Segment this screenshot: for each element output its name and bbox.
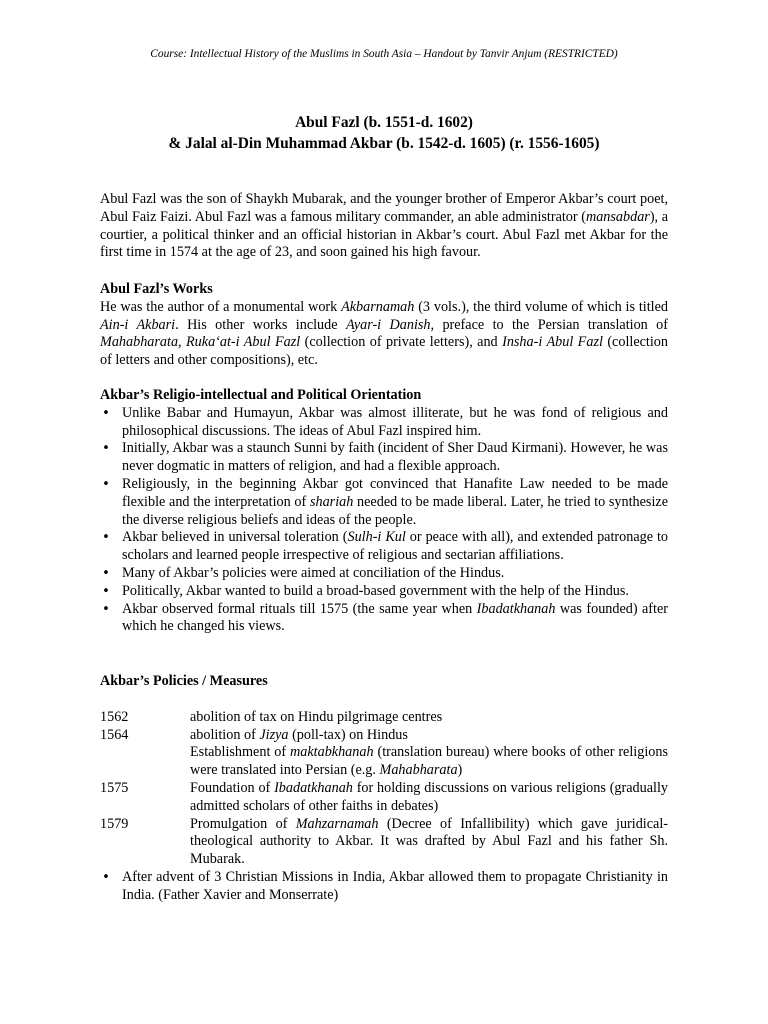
orientation-heading: Akbar’s Religio-intellectual and Political Orientation [100, 387, 422, 403]
table-row [100, 816, 668, 869]
bullet-icon: • [102, 601, 110, 617]
works-paragraph: He was the author of a monumental work Akbarnamah (3 vols.), the third volume of which is titled Ain-i Akbari. His other works include Ayar-i Danish, preface to the Persian translation of Mahabharata, Ruka‘at-i Abul Fazl (collection of private letters), and Insha-i Abul Fazl (collection of letters and other compositions), etc. [100, 298, 668, 369]
running-header: Course: Intellectual History of the Muslims in South Asia – Handout by Tanvir Anjum (RESTRICTED) [150, 48, 618, 60]
bullet-icon: • [102, 583, 110, 599]
bullet-icon: • [102, 565, 110, 581]
policy-year: 1575 [100, 779, 129, 796]
bullet-icon: • [102, 405, 110, 421]
list-item: • Unlike Babar and Humayun, Akbar was almost illiterate, but he was fond of religious and philosophical discussions. The ideas of Abul Fazl inspired him. [100, 405, 668, 441]
orientation-section [100, 387, 668, 636]
document-title [0, 112, 768, 154]
works-heading: Abul Fazl’s Works [100, 281, 213, 297]
title-line-2: & Jalal al-Din Muhammad Akbar (b. 1542-d. 1605) (r. 1556-1605) [168, 135, 600, 152]
list-item: • After advent of 3 Christian Missions in India, Akbar allowed them to propagate Christianity in India. (Father Xavier and Monserrate) [100, 869, 668, 905]
policies-list [100, 869, 668, 905]
policy-year: 1562 [100, 708, 129, 725]
table-row [100, 727, 668, 745]
bullet-icon: • [102, 869, 110, 885]
list-item: • Akbar observed formal rituals till 1575 (the same year when Ibadatkhanah was founded) after which he changed his views. [100, 601, 668, 637]
orientation-list [100, 405, 668, 636]
intro-paragraph [100, 191, 668, 262]
table-row [100, 744, 668, 780]
list-item: • Many of Akbar’s policies were aimed at conciliation of the Hindus. [100, 565, 668, 583]
bullet-icon: • [102, 476, 110, 492]
list-item: • Politically, Akbar wanted to build a broad-based government with the help of the Hindus. [100, 583, 668, 601]
bullet-icon: • [102, 441, 110, 457]
list-item: • Religiously, in the beginning Akbar got convinced that Hanafite Law needed to be made flexible and the interpretation of shariah needed to be made liberal. Later, he tried to synthesize the diverse religious beliefs and ideas of the people. [100, 476, 668, 529]
title-line-1: Abul Fazl (b. 1551-d. 1602) [295, 114, 473, 131]
policies-heading: Akbar’s Policies / Measures [100, 673, 268, 689]
policies-section [100, 673, 668, 905]
intro-term: mansabdar [585, 208, 650, 225]
policy-year: 1564 [100, 726, 129, 743]
intro-text: ), a courtier, a political thinker and an official historian in Akbar’s court. Abul Fazl met Akbar for the first time in 1574 at the age of 23, and soon gained his high favour. [100, 208, 668, 261]
policy-description: abolition of tax on Hindu pilgrimage centres [190, 708, 443, 725]
policy-description: abolition of Jizya (poll-tax) on Hindus [190, 726, 408, 743]
policy-description: Foundation of Ibadatkhanah for holding discussions on various religions (gradually admitted scholars of other faiths in debates) [190, 779, 668, 814]
table-row [100, 780, 668, 816]
policy-description: Promulgation of Mahzarnamah (Decree of Infallibility) which gave juridical-theological authority to Akbar. It was drafted by Abul Fazl and his father Sh. Mubarak. [190, 815, 669, 868]
intro-text: Abul Fazl was the son of Shaykh Mubarak, and the younger brother of Emperor Akbar’s court poet, Abul Faiz Faizi. Abul Fazl was a famous military commander, an able administrator ( [100, 191, 668, 225]
policy-year [100, 744, 190, 780]
policy-description: Establishment of maktabkhanah (translation bureau) where books of other religions were translated into Persian (e.g. Mahabharata) [190, 744, 668, 779]
policy-year: 1579 [100, 815, 129, 832]
list-item: • Akbar believed in universal toleration (Sulh-i Kul or peace with all), and extended patronage to scholars and learned people irrespective of religious and sectarian affiliations. [100, 529, 668, 565]
list-item: • Initially, Akbar was a staunch Sunni by faith (incident of Sher Daud Kirmani). However, he was never dogmatic in matters of religion, and had a flexible approach. [100, 440, 668, 476]
works-section [100, 281, 668, 370]
table-row [100, 709, 668, 727]
bullet-icon: • [102, 530, 110, 546]
